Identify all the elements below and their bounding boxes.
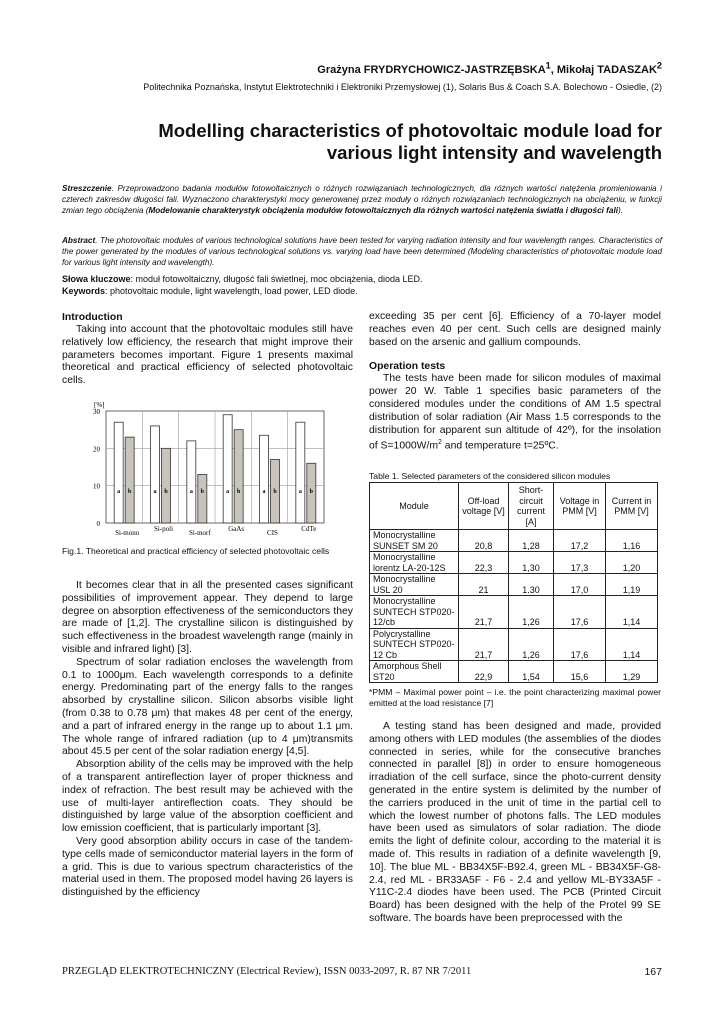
y-tick-label: 30 (93, 408, 100, 416)
bar-a-gaas (223, 415, 232, 523)
y-axis-label: [%] (94, 401, 105, 409)
table-row (370, 596, 658, 629)
paper-title: Modelling characteristics of photovoltaic module load for various light intensity and wavelength (158, 120, 662, 163)
table-cell: Monocrystalline USL 20 (370, 574, 459, 596)
table-cell: 22,3 (459, 552, 509, 574)
table-cell: 21,7 (459, 628, 509, 661)
table-cell: 1,20 (606, 552, 658, 574)
bar-b-gaas (234, 430, 243, 523)
bar-label: b (164, 489, 168, 495)
x-tick-label: CIS (267, 529, 278, 537)
table-cell: Polycrystalline SUNTECH STP020-12 Cb (370, 628, 459, 661)
table-header-cell: Voltage in PMM [V] (554, 483, 606, 530)
table-cell: 20,8 (459, 530, 509, 552)
page-number: 167 (644, 966, 662, 978)
figure-1 (76, 393, 344, 541)
table-cell: 17,2 (554, 530, 606, 552)
left-column-top (62, 311, 353, 388)
table-cell: 1,30 (509, 552, 554, 574)
bar-label: a (117, 489, 121, 495)
bar-label: a (153, 489, 157, 495)
paragraph: It becomes clear that in all the presented cases significant possibilities of improvement appear. They depend to large degree on absorption effectiveness of the semiconductors they are made of [1,2]. The crystalline silicon is distinguished by such effectiveness in the broadest wavelength range (mainly in visible and infrared light) [3]. (62, 580, 353, 655)
x-tick-label: Si-poli (153, 525, 174, 533)
table-row (370, 552, 658, 574)
paragraph: Absorption ability of the cells may be improved with the help of a transparent antireflection layer of proper thickness and index of refraction. The best result may be achieved with the use of multi-layer antireflection coats. They should be distinguished by large value of the absorption coefficient and low emission coefficient, that is particularly important [3]. (62, 759, 353, 835)
table-body (370, 530, 658, 683)
intro-heading: Introduction (62, 312, 123, 323)
table-row (370, 661, 658, 683)
bar-a-si-morf (187, 441, 196, 523)
table-cell: Monocrystalline SUNSET SM 20 (370, 530, 459, 552)
table-cell: 17,6 (554, 596, 606, 629)
table-cell: 1,19 (606, 574, 658, 596)
table-cell: 1,16 (606, 530, 658, 552)
table-header-row (370, 483, 658, 530)
operation-tests-heading: Operation tests (369, 361, 446, 373)
bar-label: a (226, 489, 230, 495)
bar-a-cis (260, 435, 269, 523)
affiliation: Politechnika Poznańska, Instytut Elektrotechniki i Elektroniki Przemysłowej (1), Solaris Bus & Coach S.A. Bolechowo - Osiedle, (2) (143, 82, 662, 92)
x-tick-label: Si-morf (188, 529, 211, 537)
table-header-cell: Short-circuit current [A] (509, 483, 554, 530)
bar-label: b (200, 489, 205, 495)
table-caption: Table 1. Selected parameters of the considered silicon modules (369, 471, 611, 481)
abstract-label: Abstract (62, 236, 96, 245)
streszczenie-label: Streszczenie (62, 184, 112, 193)
efficiency-chart (76, 393, 344, 541)
paragraph: Very good absorption ability occurs in case of the tandem-type cells made of semiconductor material layers in the form of a grid. This is due to various spectrum characteristics of the material used in them. The proposed model having 26 layers is distinguished by the efficiency (62, 835, 353, 899)
figure-caption: Fig.1. Theoretical and practical efficiency of selected photovoltaic cells (62, 546, 330, 556)
bar-label: b (309, 489, 314, 495)
bar-b-si-morf (198, 474, 207, 523)
x-tick-label: GaAs (228, 525, 245, 533)
table-cell: 15,6 (554, 661, 606, 683)
table-1 (369, 482, 658, 683)
bar-b-si-mono (125, 437, 134, 523)
right-column-top (369, 311, 661, 454)
table-row (370, 574, 658, 596)
paragraph: Spectrum of solar radiation encloses the wavelength from 0.1 to 1000μm. Each wavelength corresponds to a definite energy. Predominating part of the energy falls to the ranges absorbed by crystalline silicon. Silicon absorbs visible light (from 0.38 to 0.78 μm) that makes 48 per cent of the energy, and a part of infrared energy in the range up to about 1.1 μm. The whole range of infrared radiation (up to 4 μm)transmits about 45.5 per cent of the solar radiation energy [4,5]. (62, 656, 353, 758)
table-cell: 21,7 (459, 596, 509, 629)
keywords-pl: Słowa kluczowe: moduł fotowoltaiczny, długość fali świetlnej, moc obciążenia, dioda LED. (62, 274, 423, 284)
paragraph: The tests have been made for silicon modules of maximal power 20 W. Table 1 specifies basic parameters of the considered modules under the conditions of AM 1.5 spectral distribution of solar radiation (Air Mass 1.5 corresponds to the distribution for apparent sun altitude of 42º), for the insolation of $S=1000W/m^2$ and temperature t=25ºC. (369, 373, 661, 452)
table-row (370, 628, 658, 661)
table-cell: 22,9 (459, 661, 509, 683)
table-cell: 1,26 (509, 628, 554, 661)
bar-label: b (236, 489, 241, 495)
table-cell: 17,6 (554, 628, 606, 661)
left-column-body (62, 580, 353, 900)
intro-paragraph: Taking into account that the photovoltaic modules still have relatively low efficiency, the research that might improve their parameters becomes important. Figure 1 presents maximal theoretical and practical efficiency of selected photovoltaic cells. (62, 324, 353, 387)
table-cell: 1,14 (606, 628, 658, 661)
paragraph: A testing stand has been designed and made, provided among others with LED modules (the assemblies of the diodes connected in series, while for the consecutive branches connected in parallel [8]) in order to ensure homogeneous irradiation of the cell surface, since the photo-current density generated in the entire system is delimited by the number of the carriers produced in the unit of time in the partial cell to which the lowest number of photons falls. The LED modules have been used as simulators of solar radiation. The diode emits the light of definite colour, according to the material it is made of. This results in radiation of a definite wavelength [9, 10]. The blue ML - BB34X5F-B92.4, green ML - BB34X5F-G8-2.4, red ML - BR33A5F - F6 - 2.4 and yellow ML-BY33A5F - Y11C-2.4 diodes have been used. The PCB (Printed Circuit Board) has been designed with the help of the Protel 99 SE software. The boards have been preprocessed with the (369, 721, 661, 924)
bar-b-si-poli (162, 448, 171, 523)
right-column-body (369, 721, 661, 926)
table-header-cell: Module (370, 483, 459, 530)
table-cell: 21 (459, 574, 509, 596)
x-tick-label: CdTe (301, 525, 317, 533)
table-cell: 17,3 (554, 552, 606, 574)
abstract: Abstract. The photovoltaic modules of various technological solutions have been tested for varying radiation intensity and four wavelength ranges. Characteristics of the power generated by the modules of various technological solutions vs. varying load have been determined (Modeling characteristics of photovoltaic module load for various light intensity and wavelength). (62, 236, 662, 267)
table-cell: 1,54 (509, 661, 554, 683)
keywords-en: Keywords: photovoltaic module, light wavelength, load power, LED diode. (62, 286, 358, 296)
table-cell: Monocrystalline lorentz LA-20-12S (370, 552, 459, 574)
parameters-table (369, 482, 658, 683)
x-tick-label: Si-mono (115, 529, 140, 537)
table-cell: 1,28 (509, 530, 554, 552)
bar-label: b (127, 489, 132, 495)
table-cell: 1.30 (509, 574, 554, 596)
bar-label: a (298, 489, 302, 495)
bar-a-cdte (296, 422, 305, 523)
table-header-cell: Current in PMM [V] (606, 483, 658, 530)
table-note: *PMM – Maximal power point – i.e. the point characterizing maximal power emitted at the load resistance [7] (369, 687, 661, 708)
table-cell: 1,14 (606, 596, 658, 629)
table-header-cell: Off-load voltage [V] (459, 483, 509, 530)
footer-journal: PRZEGLĄD ELEKTROTECHNICZNY (Electrical Review), ISSN 0033-2097, R. 87 NR 7/2011 (62, 966, 472, 977)
table-cell: Monocrystalline SUNTECH STP020-12/cb (370, 596, 459, 629)
authors-text: Grażyna FRYDRYCHOWICZ-JASTRZĘBSKA$^1$, Mikołaj TADASZAK$^2$ (317, 60, 662, 76)
y-tick-label: 20 (93, 445, 100, 454)
bar-a-si-poli (151, 426, 160, 523)
y-tick-label: 10 (93, 482, 100, 491)
y-tick-label: 0 (96, 520, 100, 528)
bar-a-si-mono (114, 422, 123, 523)
table-cell: 1,26 (509, 596, 554, 629)
table-row (370, 530, 658, 552)
bar-label: a (262, 489, 266, 495)
bar-label: b (273, 489, 277, 495)
table-cell: 17,0 (554, 574, 606, 596)
streszczenie: Streszczenie. Przeprowadzono badania modułów fotowoltaicznych o różnych rozwiązaniach technologicznych, dla różnych wartości natężenia promieniowania i czterech zakresów długości fali. Wyznaczono charakterystyki mocy generowanej przez moduły o różnych rozwiązaniach technologicznych na obciążeniu, w funkcji zmian tego obciążenia (Modelowanie charakterystyk obciążenia modułów fotowoltaicznych dla różnych wartości natężenia światła i długości fali). (62, 184, 662, 215)
table-cell: Amorphous Shell ST20 (370, 661, 459, 683)
authors (317, 60, 662, 76)
bar-label: a (189, 489, 193, 495)
paragraph: exceeding 35 per cent [6]. Efficiency of a 70-layer model reaches even 40 per cent. Such cells are designed mainly based on the arsenic and gallium compounds. (369, 311, 661, 348)
table-cell: 1,29 (606, 661, 658, 683)
